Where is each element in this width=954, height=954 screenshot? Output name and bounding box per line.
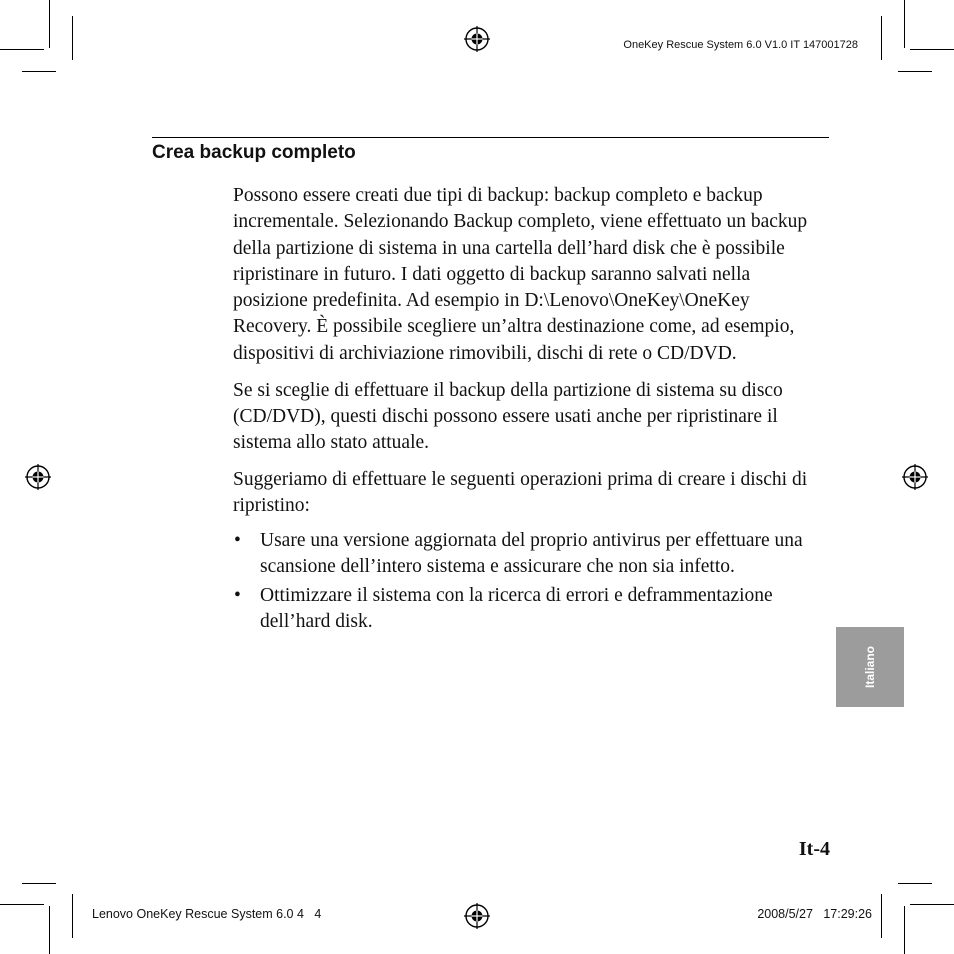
paragraph: Se si sceglie di effettuare il backup della partizione di sistema su disco (CD/DVD), questi dischi possono essere usati anche per ripristinare il sistema allo stato attuale.: [233, 379, 783, 454]
crop-mark: [49, 0, 50, 48]
page-number: It-4: [798, 838, 830, 860]
crop-mark: [0, 49, 44, 50]
crop-mark: [898, 71, 932, 72]
footer-timestamp: 2008/5/27 17:29:26: [757, 907, 872, 921]
paragraph: Possono essere creati due tipi di backup: backup completo e backup incrementale. Selezionando Backup completo, viene effettuato un backup della partizione di sistema in una cartella dell’hard disk che è possibile ripristinare in futuro. I dati oggetto di backup saranno salvati nella posizione predefinita. Ad esempio in D:\Lenovo\OneKey\OneKey Recovery. È possibile scegliere un’altra destinazione come, ad esempio, dispositivi di archiviazione rimovibili, dischi di rete o CD/DVD.: [233, 185, 808, 364]
crop-mark: [904, 906, 905, 954]
section-title: Crea backup completo: [152, 142, 356, 163]
crop-mark: [72, 894, 73, 938]
crop-mark: [904, 0, 905, 48]
section-rule: [152, 137, 829, 138]
crop-mark: [0, 904, 44, 905]
crop-mark: [881, 894, 882, 938]
crop-mark: [910, 49, 954, 50]
document-id: OneKey Rescue System 6.0 V1.0 IT 147001728: [623, 39, 858, 51]
crop-mark: [22, 883, 56, 884]
footer-file-info: Lenovo OneKey Rescue System 6.0 4 4: [92, 907, 322, 921]
list-item-text: Usare una versione aggiornata del proprio antivirus per effettuare una scansione dell’intero sistema e assicurare che non sia infetto.: [260, 529, 803, 577]
crop-mark: [22, 71, 56, 72]
registration-mark-icon: [464, 26, 490, 52]
crop-mark: [881, 16, 882, 60]
registration-mark-icon: [464, 903, 490, 929]
list-item-text: Ottimizzare il sistema con la ricerca di errori e deframmentazione dell’hard disk.: [260, 585, 773, 633]
crop-mark: [49, 906, 50, 954]
crop-mark: [72, 16, 73, 60]
language-tab-label: Italiano: [863, 645, 877, 689]
registration-mark-icon: [25, 464, 51, 490]
section-body: [233, 183, 823, 639]
crop-mark: [898, 883, 932, 884]
language-tab: [836, 627, 904, 707]
paragraph: Suggeriamo di effettuare le seguenti operazioni prima di creare i dischi di ripristino:: [233, 468, 808, 517]
bullet-icon: •: [234, 529, 241, 551]
crop-mark: [910, 904, 954, 905]
registration-mark-icon: [902, 464, 928, 490]
list-item: [233, 583, 823, 636]
bullet-list: [233, 528, 823, 636]
list-item: [233, 528, 823, 581]
bullet-icon: •: [234, 585, 241, 607]
